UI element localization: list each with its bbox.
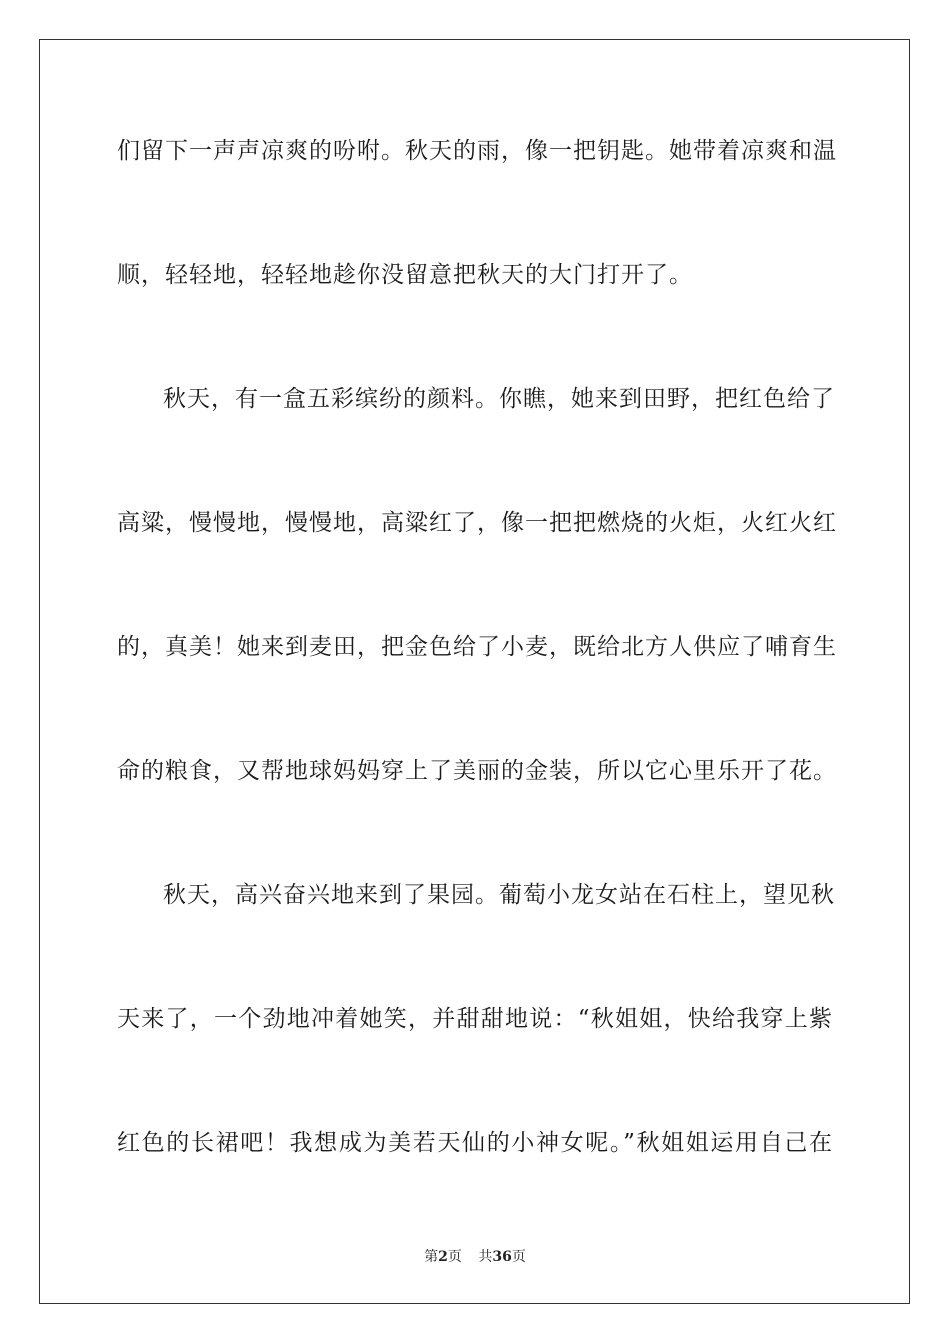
body-text-line: 秋天，有一盒五彩缤纷的颜料。你瞧，她来到田野，把红色给了 xyxy=(163,386,835,412)
page-prefix: 第 xyxy=(424,1249,439,1265)
page-indicator xyxy=(424,1249,462,1265)
body-text-line: 红色的长裙吧！我想成为美若天仙的小神女呢。”秋姐姐运用自己在 xyxy=(117,1130,833,1156)
total-prefix: 共 xyxy=(478,1249,493,1265)
page-border xyxy=(39,39,910,1304)
total-pages: 36 xyxy=(492,1249,512,1265)
page-suffix: 页 xyxy=(447,1249,462,1265)
body-text-line: 天来了，一个劲地冲着她笑，并甜甜地说：“秋姐姐，快给我穿上紫 xyxy=(117,1006,833,1032)
body-text-line: 高粱，慢慢地，慢慢地，高粱红了，像一把把燃烧的火炬，火红火红 xyxy=(117,510,837,536)
total-pages-indicator xyxy=(478,1249,525,1265)
body-text-line: 秋天，高兴奋兴地来到了果园。葡萄小龙女站在石柱上，望见秋 xyxy=(163,882,835,908)
total-suffix: 页 xyxy=(511,1249,526,1265)
page-footer xyxy=(0,1248,950,1266)
page-number: 2 xyxy=(438,1249,448,1265)
body-text-line: 命的粮食，又帮地球妈妈穿上了美丽的金装，所以它心里乐开了花。 xyxy=(117,758,837,784)
body-text-line: 顺，轻轻地，轻轻地趁你没留意把秋天的大门打开了。 xyxy=(117,262,693,288)
body-text-line: 的，真美！她来到麦田，把金色给了小麦，既给北方人供应了哺育生 xyxy=(117,634,837,660)
body-text-line: 们留下一声声凉爽的吩咐。秋天的雨，像一把钥匙。她带着凉爽和温 xyxy=(117,138,837,164)
